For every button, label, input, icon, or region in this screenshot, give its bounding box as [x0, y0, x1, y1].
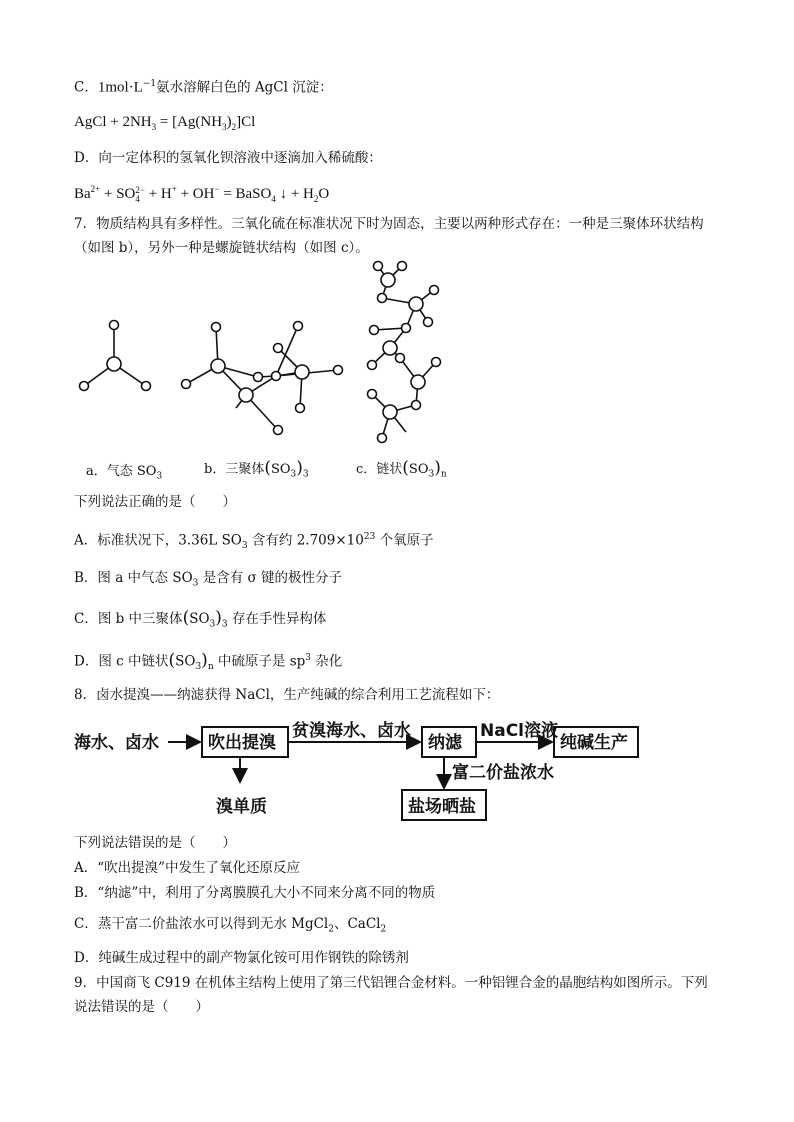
eq-part: + H: [144, 186, 172, 202]
q7-option-a: [74, 527, 434, 556]
option-text: B．图 a 中气态 SO: [74, 570, 193, 586]
option-sub: 2: [328, 924, 334, 935]
option-text: 是含有 σ 键的极性分子: [198, 570, 342, 586]
q9-stem-line2: 说法错误的是（ ）: [74, 999, 209, 1015]
figure-b-trimer-ring: [178, 318, 348, 438]
q7-option-c: C．图 b 中三聚体$(SO_3)_3$ 存在手性异构体: [74, 608, 327, 630]
q7-stem-line2: （如图 b），另外一种是螺旋链状结构（如图 c）。: [74, 240, 369, 256]
caption-text: b．三聚体: [204, 462, 265, 477]
option-text: C．蒸干富二价盐浓水可以得到无水 MgCl: [74, 916, 329, 932]
caption-sub: 3: [428, 469, 435, 480]
flow-down2-label: 富二价盐浓水: [452, 763, 554, 783]
concentration: 1mol·L: [97, 79, 143, 96]
caption-sub: 3: [302, 469, 309, 480]
eq-part: + OH: [176, 186, 215, 202]
eq-sup: +: [171, 184, 177, 194]
q6-option-c: [74, 74, 333, 98]
q9-stem-line1: 9．中国商飞 C919 在机体主结构上使用了第三代铝锂合金材料。一种铝锂合金的晶胞结构如图所示。下列: [74, 975, 708, 991]
q8-process-flowchart: [70, 716, 650, 828]
option-sub: 3: [192, 578, 199, 589]
figure-c-helical-chain: [360, 260, 450, 445]
q8-option-d: D．纯碱生成过程中的副产物氯化铵可用作钢铁的除锈剂: [74, 950, 409, 966]
option-text: 个氧原子: [375, 532, 434, 549]
caption-text: SO: [270, 462, 291, 477]
q8-option-c: [74, 914, 386, 940]
flow-box3-text: 纯碱生产: [560, 733, 628, 753]
caption-sub: 3: [156, 471, 163, 482]
option-text: 氨水溶解白色的 AgCl 沉淀：: [156, 79, 333, 96]
eq-part: AgCl + 2NH: [74, 114, 152, 130]
flow-bromine-text: 溴单质: [216, 797, 267, 817]
q8-option-a: A．“吹出提溴”中发生了氧化还原反应: [74, 860, 301, 876]
eq-part: ): [226, 114, 232, 130]
option-text: D．图 c 中链状: [74, 653, 169, 670]
caption-sub: 3: [290, 469, 297, 480]
q7-option-b: [74, 568, 342, 594]
option-sup: 23: [363, 532, 376, 542]
flow-arrow1-label: 贫溴海水、卤水: [292, 721, 411, 741]
eq-part: + SO: [100, 186, 136, 202]
option-text: A．标准状况下，3.36L SO: [74, 532, 242, 549]
superscript: −1: [142, 79, 157, 89]
eq-sub: 4: [271, 194, 276, 204]
option-sub: n: [207, 662, 214, 673]
option-sub: 3: [209, 619, 216, 630]
option-sup: 3: [305, 653, 311, 663]
q6-option-d: D．向一定体积的氢氧化钡溶液中逐滴加入稀硫酸：: [74, 150, 382, 166]
option-text: 存在手性异构体: [227, 611, 327, 627]
option-text: SO: [189, 611, 210, 627]
eq-part: = BaSO: [219, 186, 272, 202]
eq-part: ]Cl: [236, 114, 256, 130]
option-text: 、CaCl: [333, 916, 381, 932]
caption-text: SO: [408, 462, 429, 477]
option-sub: 3: [241, 541, 248, 552]
q6-option-c-equation: [74, 112, 255, 137]
eq-part: = [Ag(NH: [156, 114, 223, 130]
eq-part: O: [318, 186, 330, 202]
option-text: 含有约 2.709×10: [247, 532, 364, 549]
caption-text: a．气态 SO: [86, 464, 157, 479]
option-label: C．: [74, 79, 98, 96]
eq-sup: 2+: [90, 184, 101, 194]
option-text: SO: [175, 653, 196, 670]
eq-sub: 3: [222, 122, 227, 132]
eq-sub: 2: [231, 122, 237, 132]
figure-a-so3-molecule: [70, 310, 170, 400]
q6-option-d-equation: [74, 179, 329, 209]
flow-box1-text: 吹出提溴: [208, 733, 276, 753]
flow-box2-text: 纳滤: [428, 733, 462, 753]
q7-question: 下列说法正确的是（ ）: [74, 494, 236, 510]
option-text: C．图 b 中三聚体: [74, 611, 183, 627]
eq-sub: 2: [313, 194, 319, 204]
caption-text: c．链状: [356, 462, 403, 477]
option-sub: 3: [195, 662, 202, 673]
option-text: 中硫原子是 sp: [213, 653, 306, 670]
figure-a-caption: [86, 460, 162, 482]
figure-b-caption: b．三聚体$(SO_3)_3$: [204, 458, 309, 480]
eq-part: Ba: [74, 186, 91, 202]
option-text: 杂化: [311, 653, 343, 670]
q7-stem-line1: 7．物质结构具有多样性。三氧化硫在标准状况下时为固态，主要以两种形式存在：一种是三聚体环状结构: [74, 216, 704, 232]
flow-arrow2-label: NaCl溶液: [480, 721, 559, 741]
eq-sub: 3: [151, 122, 157, 132]
q8-question: 下列说法错误的是（ ）: [74, 835, 236, 851]
eq-part: ↓ + H: [275, 186, 314, 202]
flow-box4-text: 盐场晒盐: [408, 797, 476, 817]
option-sub: 2: [380, 924, 387, 935]
eq-sup: 2−: [135, 184, 145, 195]
q8-option-b: B．“纳滤”中，利用了分离膜膜孔大小不同来分离不同的物质: [74, 885, 436, 901]
figure-c-caption: c．链状$(SO_3)_n$: [356, 458, 447, 480]
flow-input-text: 海水、卤水: [74, 733, 159, 753]
q8-stem: 8．卤水提溴——纳滤获得 NaCl，生产纯碱的综合利用工艺流程如下：: [74, 687, 500, 703]
option-sub: 3: [221, 619, 228, 630]
caption-sub: n: [440, 469, 447, 480]
eq-sup: −: [214, 184, 220, 194]
eq-sub: 4: [135, 193, 140, 204]
q7-option-d: D．图 c 中链状$(SO_3)_n$ 中硫原子是 $sp^3$ 杂化: [74, 650, 343, 673]
